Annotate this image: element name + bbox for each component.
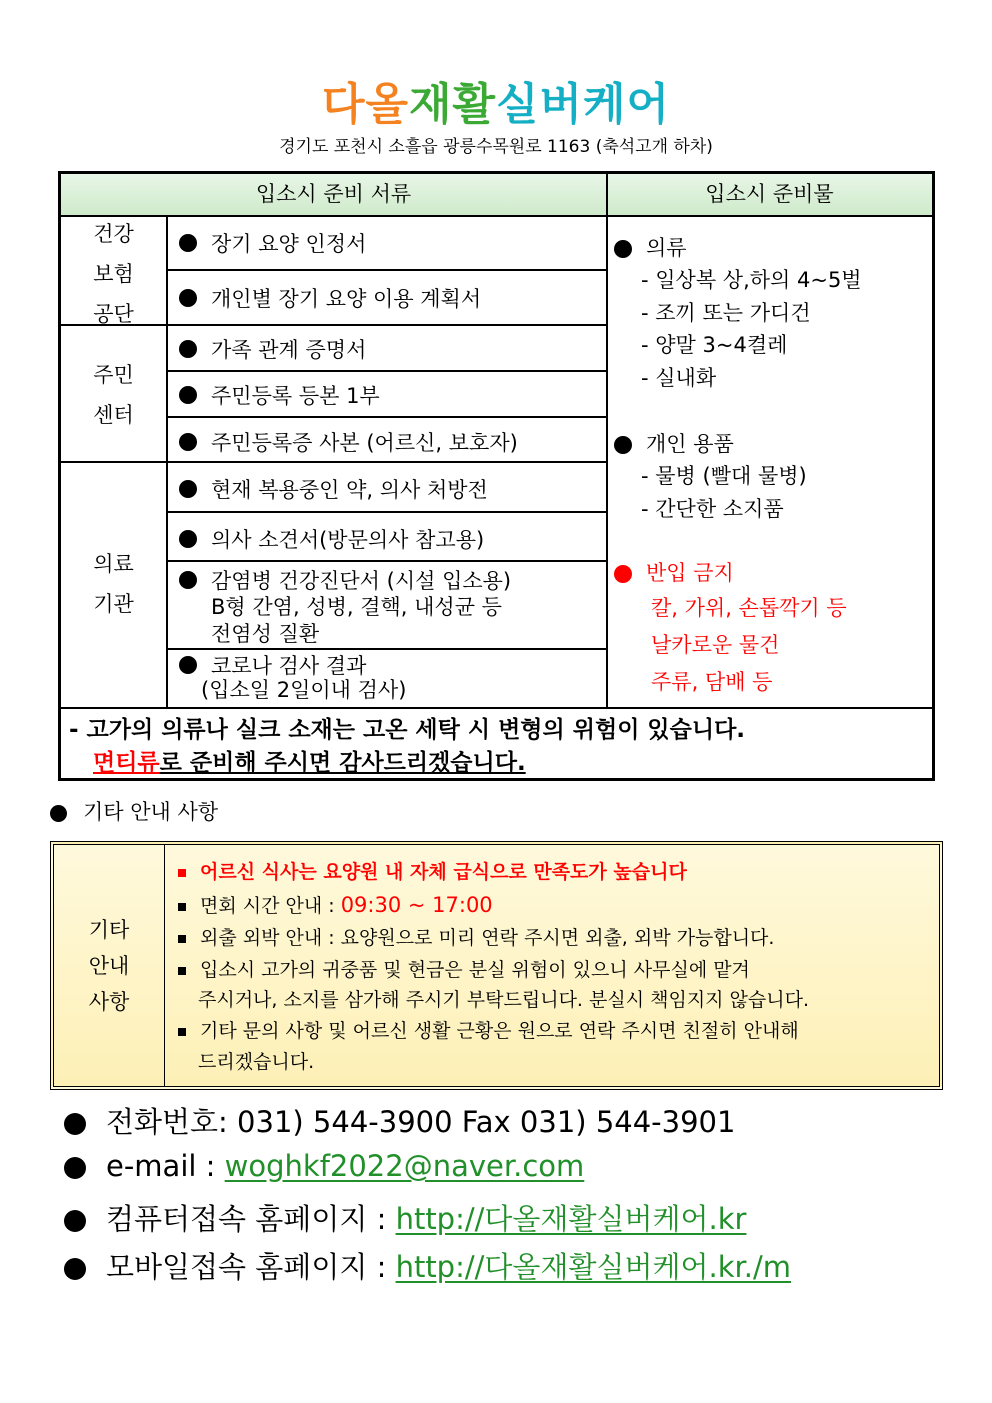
category-medical: 의료 기관 [93, 552, 134, 616]
category-community-center: 주민 센터 [93, 363, 134, 427]
brand-title [0, 68, 992, 132]
other-info-label: 기타 안내 사항 [54, 845, 165, 1086]
category-health-insurance: 건강 보험 공단 [93, 222, 134, 326]
header-documents: 입소시 준비 서류 [61, 174, 606, 215]
address: 경기도 포천시 소흘읍 광릉수목원로 1163 (축석고개 하차) [279, 137, 713, 157]
info-inquiry: 기타 문의 사항 및 어르신 생활 근황은 원으로 연락 주시면 친절히 안내해 [172, 1016, 799, 1047]
brand-part2: 재활 [408, 79, 496, 130]
personal-title: 개인 용품 [614, 428, 734, 458]
clothing-list: - 일상복 상,하의 4~5벌 - 조끼 또는 가디건 - 양말 3~4켤레 - 실내화 [641, 268, 862, 390]
doc-item: 주민등록 등본 1부 [177, 380, 380, 410]
laundry-notice-line1: - 고가의 의류나 실크 소재는 고온 세탁 시 변형의 위험이 있습니다. [69, 717, 746, 743]
brand-part3: 실버케어 [496, 79, 671, 130]
laundry-notice-line2: 면티류로 준비해 주시면 감사드리겠습니다. [93, 750, 526, 776]
clothing-title: 의류 [614, 232, 687, 262]
email-link[interactable]: woghkf2022@naver.com [224, 1149, 585, 1183]
infection-detail: B형 간염, 성병, 결핵, 내성균 등 전염성 질환 [211, 595, 502, 646]
banned-title: 반입 금지 [614, 557, 734, 587]
banned-list: 칼, 가위, 손톱깍기 등 날카로운 물건 주류, 담배 등 [651, 596, 847, 694]
doc-item: 주민등록증 사본 (어르신, 보호자) [177, 427, 518, 457]
contact-pc-site: 컴퓨터접속 홈페이지 : http://다올재활실버케어.kr [64, 1197, 746, 1238]
doc-item: 코로나 검사 결과 [177, 650, 366, 680]
doc-item: 현재 복용중인 약, 의사 처방전 [177, 474, 488, 504]
contact-email: e-mail : woghkf2022@naver.com [64, 1149, 584, 1183]
admission-table [58, 171, 935, 781]
doc-item: 의사 소견서(방문의사 참고용) [177, 524, 484, 554]
contact-phone: 전화번호: 031) 544-3900 Fax 031) 544-3901 [64, 1100, 735, 1141]
other-info-heading: 기타 안내 사항 [50, 796, 218, 826]
info-valuables: 입소시 고가의 귀중품 및 현금은 분실 위험이 있으니 사무실에 맡겨 [172, 955, 750, 986]
covid-detail: (입소일 2일이내 검사) [201, 678, 407, 702]
doc-item: 감염병 건강진단서 (시설 입소용) [177, 565, 511, 595]
mobile-homepage-link[interactable]: http://다올재활실버케어.kr./m [395, 1250, 792, 1284]
contact-mobile-site: 모바일접속 홈페이지 : http://다올재활실버케어.kr./m [64, 1245, 791, 1286]
personal-list: - 물병 (빨대 물병) - 간단한 소지품 [641, 464, 807, 521]
pc-homepage-link[interactable]: http://다올재활실버케어.kr [395, 1202, 747, 1236]
other-info-box [50, 841, 943, 1090]
info-visit: 면회 시간 안내 : 09:30 ~ 17:00 [172, 890, 493, 922]
info-valuables-cont: 주시거나, 소지를 삼가해 주시기 부탁드립니다. 분실시 책임지지 않습니다. [198, 989, 810, 1011]
brand-part1: 다올 [321, 79, 409, 130]
doc-item: 개인별 장기 요양 이용 계획서 [177, 283, 481, 313]
info-outing: 외출 외박 안내 : 요양원으로 미리 연락 주시면 외출, 외박 가능합니다. [172, 923, 774, 954]
doc-item: 장기 요양 인정서 [177, 228, 366, 258]
doc-item: 가족 관계 증명서 [177, 334, 366, 364]
info-meal: 어르신 식사는 요양원 내 자체 급식으로 만족도가 높습니다 [172, 857, 687, 888]
header-supplies: 입소시 준비물 [607, 174, 932, 215]
info-inquiry-cont: 드리겠습니다. [198, 1051, 315, 1073]
